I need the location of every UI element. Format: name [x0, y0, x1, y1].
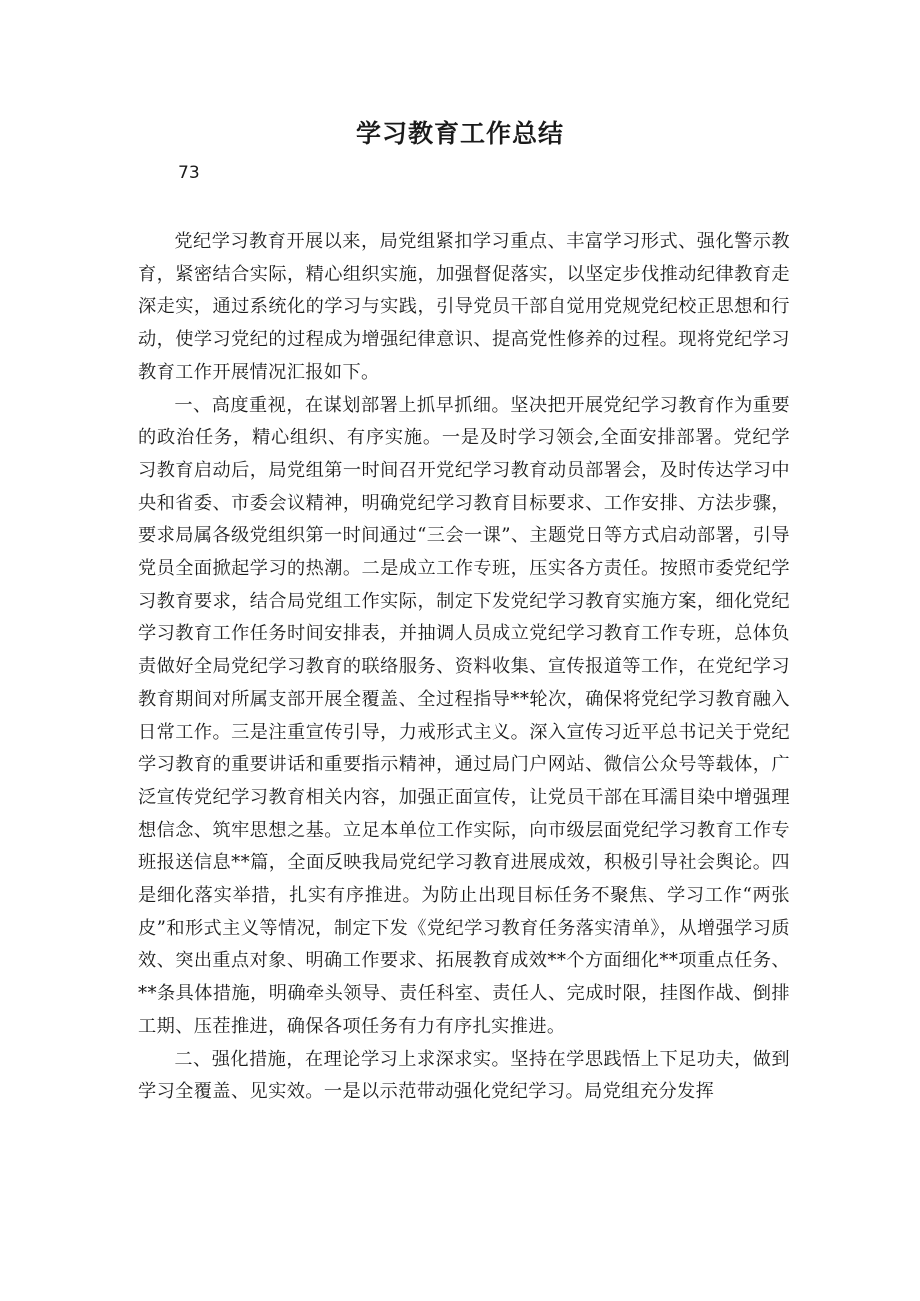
document-number: 73: [178, 163, 200, 183]
document-title: 学习教育工作总结: [355, 119, 564, 148]
paragraph-intro: 党纪学习教育开展以来，局党组紧扣学习重点、丰富学习形式、强化警示教育，紧密结合实际，精心组织实施，加强督促落实，以坚定步伐推动纪律教育走深走实，通过系统化的学习与实践，引导党员干部自觉用党规党纪校正思想和行动，使学习党纪的过程成为增强纪律意识、提高党性修养的过程。现将党纪学习教育工作开展情况汇报如下。: [138, 231, 790, 383]
document-body: [138, 226, 790, 1109]
paragraph-section-one: 一、高度重视，在谋划部署上抓早抓细。坚决把开展党纪学习教育作为重要的政治任务，精心组织、有序实施。一是及时学习领会,全面安排部署。党纪学习教育启动后，局党组第一时间召开党纪学习教育动员部署会，及时传达学习中央和省委、市委会议精神，明确党纪学习教育目标要求、工作安排、方法步骤，要求局属各级党组织第一时间通过“三会一课”、主题党日等方式启动部署，引导党员全面掀起学习的热潮。二是成立工作专班，压实各方责任。按照市委党纪学习教育要求，结合局党组工作实际，制定下发党纪学习教育实施方案，细化党纪学习教育工作任务时间安排表，并抽调人员成立党纪学习教育工作专班，总体负责做好全局党纪学习教育的联络服务、资料收集、宣传报道等工作，在党纪学习教育期间对所属支部开展全覆盖、全过程指导**轮次，确保将党纪学习教育融入日常工作。三是注重宣传引导，力戒形式主义。深入宣传习近平总书记关于党纪学习教育的重要讲话和重要指示精神，通过局门户网站、微信公众号等载体，广泛宣传党纪学习教育相关内容，加强正面宣传，让党员干部在耳濡目染中增强理想信念、筑牢思想之基。立足本单位工作实际，向市级层面党纪学习教育工作专班报送信息**篇，全面反映我局党纪学习教育进展成效，积极引导社会舆论。四是细化落实举措，扎实有序推进。为防止出现目标任务不聚焦、学习工作“两张皮”和形式主义等情况，制定下发《党纪学习教育任务落实清单》，从增强学习质效、突出重点对象、明确工作要求、拓展教育成效**个方面细化**项重点任务、**条具体措施，明确牵头领导、责任科室、责任人、完成时限，挂图作战、倒排工期、压茬推进，确保各项任务有力有序扎实推进。: [138, 394, 790, 1037]
paragraph-section-two: 二、强化措施，在理论学习上求深求实。坚持在学思践悟上下足功夫，做到学习全覆盖、见实效。一是以示范带动强化党纪学习。局党组充分发挥: [138, 1048, 790, 1103]
